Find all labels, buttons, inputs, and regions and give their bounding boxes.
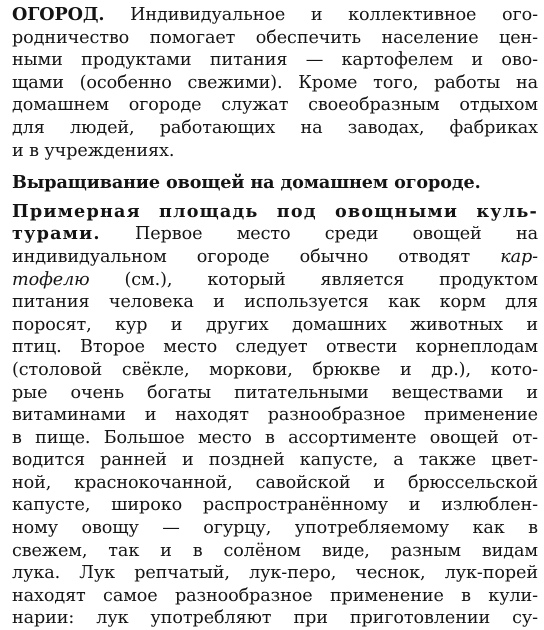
- intro-line-2: родничество помогает обеспечить население цен-: [12, 27, 538, 48]
- intro-line-7: и в учреждениях.: [12, 140, 175, 161]
- intro-line-3: ными продуктами питания — картофелем и ово-: [12, 50, 538, 71]
- body-line: свежем, так и в солёном виде, разным видам: [12, 540, 538, 561]
- body-line: в пище. Большое место в ассортименте овощей от-: [12, 427, 538, 448]
- sub-heading-line-1: Примерная площадь под овощными куль-: [12, 200, 538, 222]
- body-italic-11: тофелю: [12, 269, 90, 290]
- body-line: рые очень богаты питательными веществами и: [12, 382, 538, 403]
- intro-text-1: Индивидуальное и коллективное ого-: [104, 5, 538, 25]
- body-text-10: индивидуальном огороде обычно отводят: [12, 246, 471, 267]
- body-line: ной, краснокочанной, савойской и брюссельской: [12, 472, 538, 493]
- body-line: нарии: лук употребляют при приготовлении су-: [12, 608, 538, 629]
- body-line: птиц. Второе место следует отвести корнеплодам: [12, 337, 538, 358]
- body-line-9: [12, 223, 538, 246]
- intro-line-1: [12, 4, 538, 27]
- body-line-10: [12, 246, 538, 269]
- body-italic-10: кар-: [470, 246, 538, 267]
- body-line: питания человека и используется как корм для: [12, 292, 538, 313]
- body-line-11: [12, 269, 538, 292]
- body-text-11: (см.), который является продуктом: [89, 269, 538, 290]
- body-text-9: Первое место среди овощей на: [100, 224, 538, 245]
- intro-line-5: домашнем огороде служат своеобразным отдыхом: [12, 95, 538, 116]
- sub-heading-line-2: турами.: [12, 223, 101, 245]
- intro-line-4: щами (особенно свежими). Кроме того, работы на: [12, 72, 538, 93]
- section-heading: Выращивание овощей на домашнем огороде.: [12, 172, 481, 194]
- article-page: [12, 4, 538, 630]
- body-line: витаминами и находят разнообразное применение: [12, 405, 538, 426]
- body-line: находят самое разнообразное применение в кули-: [12, 585, 538, 606]
- paragraph-gap: [12, 162, 538, 172]
- body-line: водится ранней и поздней капусте, а также цвет-: [12, 450, 538, 471]
- body-line: лука. Лук репчатый, лук-перо, чеснок, лук-порей: [12, 563, 538, 584]
- body-line: капусте, широко распространённому и излюблен-: [12, 495, 538, 516]
- article-title: ОГОРОД.: [12, 4, 105, 25]
- intro-line-6: для людей, работающих на заводах, фабриках: [12, 117, 538, 138]
- body-line: ному овощу — огурцу, употребляемому как в: [12, 518, 538, 539]
- body-line: (столовой свёкле, моркови, брюкве и др.), кото-: [12, 359, 538, 380]
- body-line: поросят, кур и других домашних животных и: [12, 314, 538, 335]
